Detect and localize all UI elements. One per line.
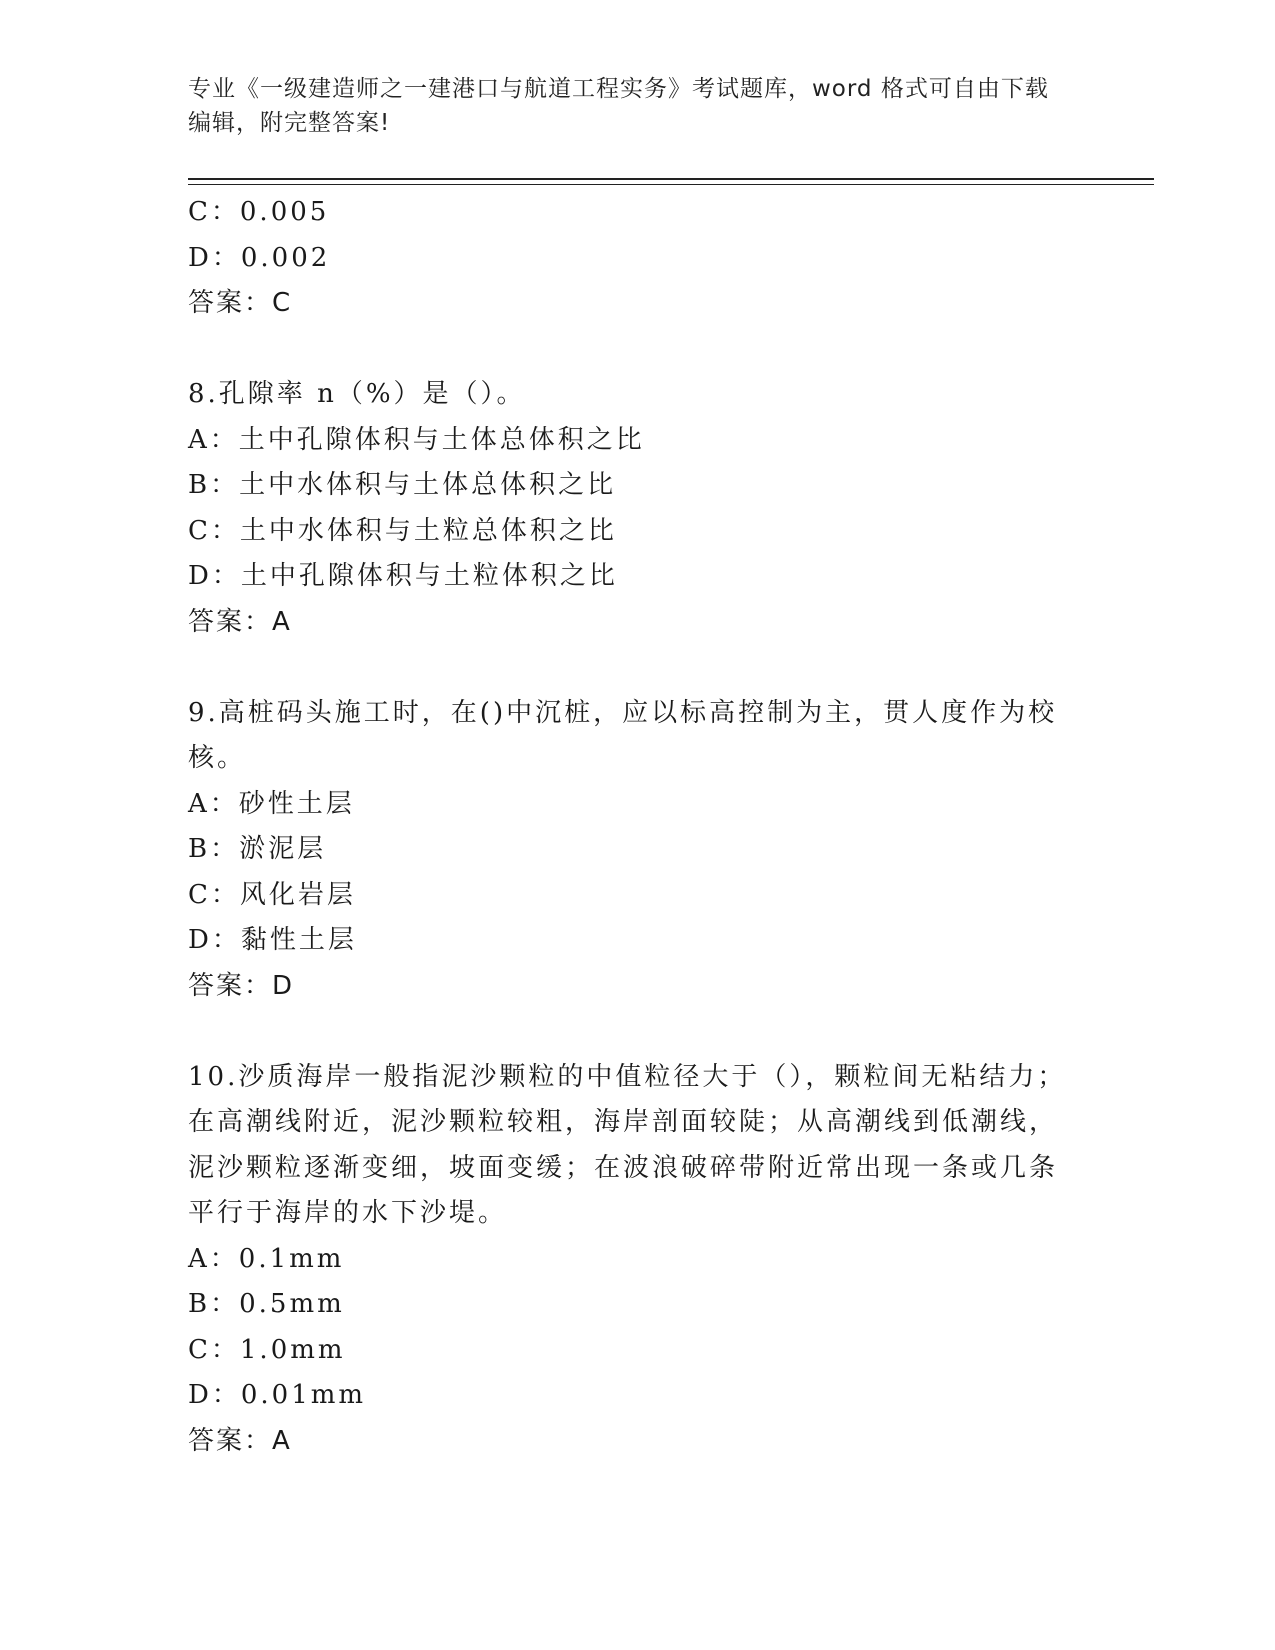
answer: 答案：A xyxy=(188,1425,292,1456)
answer: 答案：A xyxy=(188,606,292,637)
question-text: 核。 xyxy=(188,743,247,773)
option-d: D：0.01mm xyxy=(188,1380,367,1410)
question-7-continuation xyxy=(188,190,1068,327)
question-8 xyxy=(188,372,1068,645)
header-divider-thick xyxy=(188,178,1154,180)
answer: 答案：D xyxy=(188,970,295,1001)
question-text: 泥沙颗粒逐渐变细，坡面变缓；在波浪破碎带附近常出现一条或几条 xyxy=(188,1152,1059,1183)
option-a: A：土中孔隙体积与土体总体积之比 xyxy=(188,424,645,455)
option-b: B：淤泥层 xyxy=(188,834,327,864)
header-divider-thin xyxy=(188,184,1154,185)
spacer xyxy=(188,645,1068,691)
option-b: B：土中水体积与土体总体积之比 xyxy=(188,470,617,500)
question-9 xyxy=(188,691,1068,1010)
option-b: B：0.5mm xyxy=(188,1289,345,1319)
question-text: 9.高桩码头施工时，在()中沉桩，应以标高控制为主，贯人度作为校 xyxy=(188,697,1058,728)
question-text: 在高潮线附近，泥沙颗粒较粗，海岸剖面较陡；从高潮线到低潮线， xyxy=(188,1107,1059,1137)
spacer xyxy=(188,1009,1068,1055)
question-10 xyxy=(188,1055,1068,1465)
header-line-1: 专业《一级建造师之一建港口与航道工程实务》考试题库，word 格式可自由下载 xyxy=(188,76,1049,102)
question-text: 10.沙质海岸一般指泥沙颗粒的中值粒径大于（），颗粒间无粘结力； xyxy=(188,1061,1067,1092)
option-d: D：土中孔隙体积与土粒体积之比 xyxy=(188,561,618,591)
option-c: C：土中水体积与土粒总体积之比 xyxy=(188,515,617,546)
option-d: D：黏性土层 xyxy=(188,925,357,955)
option-a: A：0.1mm xyxy=(188,1243,345,1274)
document-header xyxy=(188,72,1068,140)
option-c: C：1.0mm xyxy=(188,1334,346,1365)
option-d: D：0.002 xyxy=(188,242,331,273)
option-c: C：0.005 xyxy=(188,197,330,227)
answer: 答案：C xyxy=(188,288,293,318)
option-c: C：风化岩层 xyxy=(188,879,356,910)
question-text: 8.孔隙率 n（%）是（）。 xyxy=(188,379,526,409)
header-line-2: 编辑，附完整答案! xyxy=(188,110,391,136)
option-a: A：砂性土层 xyxy=(188,788,355,819)
question-text: 平行于海岸的水下沙堤。 xyxy=(188,1198,508,1228)
document-body xyxy=(188,190,1068,1464)
spacer xyxy=(188,327,1068,373)
